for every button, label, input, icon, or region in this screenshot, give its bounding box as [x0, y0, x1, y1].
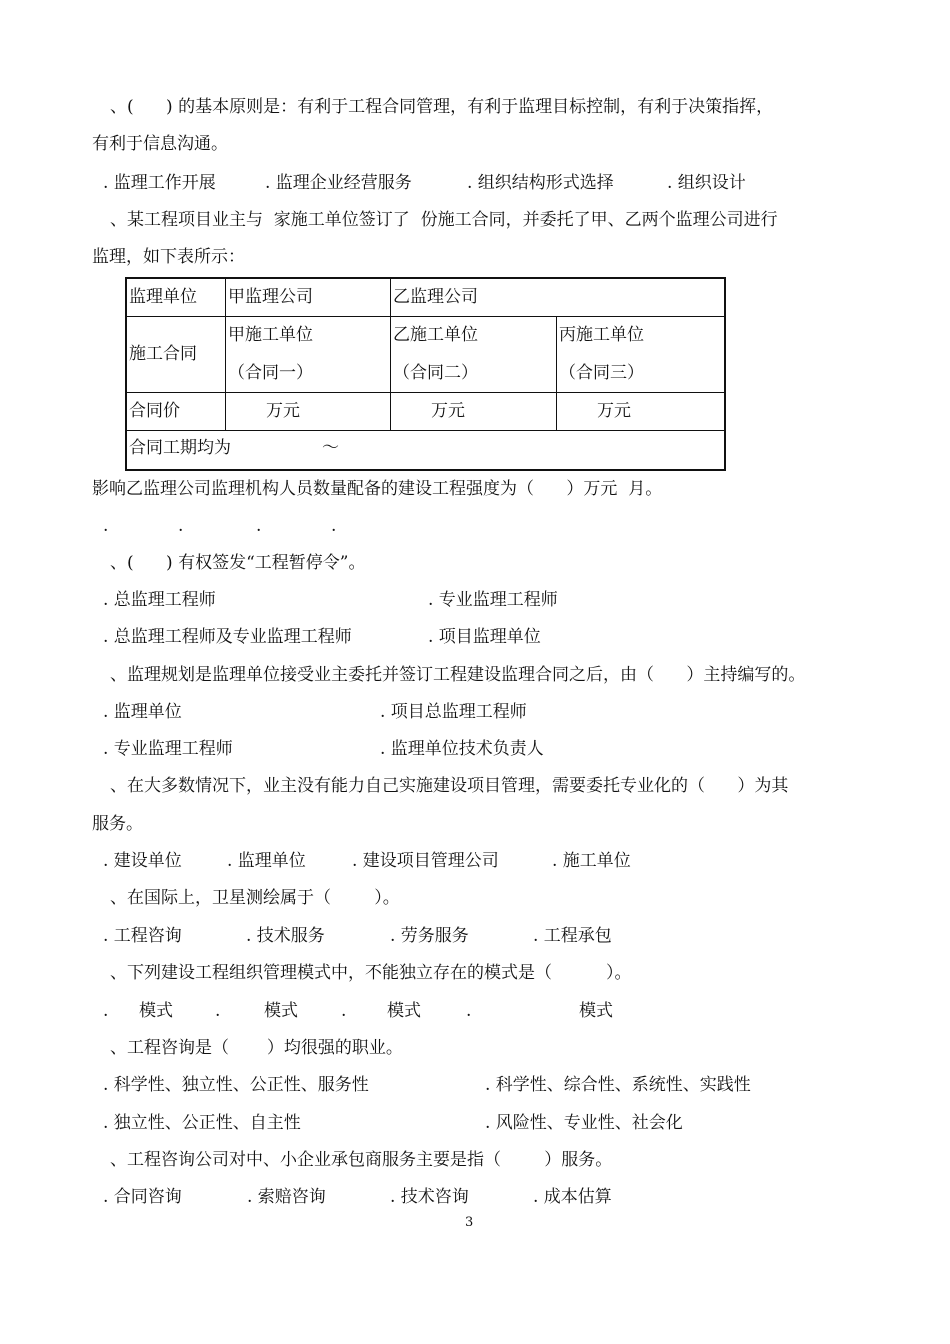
q7-option-a: 模式	[139, 1001, 173, 1021]
q1-option-d: . 组织设计	[667, 173, 746, 193]
q2-option-d: .	[331, 516, 337, 536]
q9-option-c: . 技术咨询	[390, 1187, 469, 1207]
q4-option-b: . 项目总监理工程师	[380, 702, 527, 722]
question-9-stem: 、工程咨询公司对中、小企业承包商服务主要是指（ ）服务。	[110, 1150, 613, 1170]
question-5-stem-line2: 服务。	[92, 814, 143, 834]
q1-option-b: . 监理企业经营服务	[265, 173, 412, 193]
question-1-stem-line1: 、( ) 的基本原则是：有利于工程合同管理，有利于监理目标控制，有利于决策指挥，	[110, 97, 774, 117]
question-5-stem-line1: 、在大多数情况下，业主没有能力自己实施建设项目管理，需要委托专业化的（ ）为其	[110, 776, 789, 796]
q1-option-a: . 监理工作开展	[103, 173, 216, 193]
table-cell-contractor-c: 丙施工单位	[559, 325, 644, 345]
table-label-contract: 施工合同	[129, 344, 197, 364]
table-row-divider	[127, 392, 724, 393]
table-cell-company-b: 乙监理公司	[393, 287, 478, 307]
q6-option-d: . 工程承包	[533, 926, 612, 946]
q2-option-a: .	[103, 516, 109, 536]
question-2-stem-after: 影响乙监理公司监理机构人员数量配备的建设工程强度为（ ）万元 月。	[92, 479, 663, 499]
q2-option-b: .	[178, 516, 184, 536]
q4-option-d: . 监理单位技术负责人	[380, 739, 544, 759]
question-1-stem-line2: 有利于信息沟通。	[92, 134, 228, 154]
page-number: 3	[465, 1215, 474, 1230]
table-cell-price-3: 万元	[597, 401, 631, 421]
table-cell-contract-2: （合同二）	[393, 363, 478, 383]
q6-option-a: . 工程咨询	[103, 926, 182, 946]
table-label-price: 合同价	[129, 401, 180, 421]
table-cell-contract-3: （合同三）	[559, 363, 644, 383]
q8-option-d: . 风险性、专业性、社会化	[485, 1113, 683, 1133]
q6-option-b: . 技术服务	[246, 926, 325, 946]
question-8-stem: 、工程咨询是（ ）均很强的职业。	[110, 1038, 403, 1058]
table-cell-price-2: 万元	[431, 401, 465, 421]
q7-option-c: 模式	[387, 1001, 421, 1021]
table-cell-price-1: 万元	[266, 401, 300, 421]
table-col-divider	[225, 279, 226, 430]
q1-option-c: . 组织结构形式选择	[467, 173, 614, 193]
q4-option-a: . 监理单位	[103, 702, 182, 722]
q5-option-d: . 施工单位	[552, 851, 631, 871]
q7-option-d: 模式	[579, 1001, 613, 1021]
question-3-stem: 、( ) 有权签发“工程暂停令”。	[110, 553, 366, 573]
q5-option-b: . 监理单位	[227, 851, 306, 871]
question-7-stem: 、下列建设工程组织管理模式中，不能独立存在的模式是（ ）。	[110, 963, 632, 983]
table-cell-contractor-a: 甲施工单位	[228, 325, 313, 345]
q8-option-b: . 科学性、综合性、系统性、实践性	[485, 1075, 751, 1095]
q2-option-c: .	[256, 516, 262, 536]
q7-option-b-letter: .	[215, 1001, 221, 1021]
table-row-divider	[127, 430, 724, 431]
table-col-divider	[390, 279, 391, 430]
q8-option-a: . 科学性、独立性、公正性、服务性	[103, 1075, 369, 1095]
q3-option-b: . 专业监理工程师	[428, 590, 558, 610]
q3-option-a: . 总监理工程师	[103, 590, 216, 610]
q5-option-c: . 建设项目管理公司	[352, 851, 499, 871]
q7-option-c-letter: .	[341, 1001, 347, 1021]
q3-option-c: . 总监理工程师及专业监理工程师	[103, 627, 352, 647]
table-col-divider	[556, 316, 557, 430]
q9-option-d: . 成本估算	[533, 1187, 612, 1207]
question-2-stem-line1: 、某工程项目业主与 家施工单位签订了 份施工合同，并委托了甲、乙两个监理公司进行	[110, 210, 778, 230]
q5-option-a: . 建设单位	[103, 851, 182, 871]
table-cell-duration: 合同工期均为	[129, 438, 231, 458]
q7-option-a-letter: .	[103, 1001, 109, 1021]
table-cell-contract-1: （合同一）	[228, 363, 313, 383]
table-row-divider	[127, 316, 724, 317]
table-cell-company-a: 甲监理公司	[228, 287, 313, 307]
supervision-table	[125, 277, 726, 471]
q9-option-a: . 合同咨询	[103, 1187, 182, 1207]
q3-option-d: . 项目监理单位	[428, 627, 541, 647]
question-4-stem: 、监理规划是监理单位接受业主委托并签订工程建设监理合同之后，由（ ）主持编写的。	[110, 665, 806, 685]
q9-option-b: . 索赔咨询	[247, 1187, 326, 1207]
q6-option-c: . 劳务服务	[390, 926, 469, 946]
q4-option-c: . 专业监理工程师	[103, 739, 233, 759]
q8-option-c: . 独立性、公正性、自主性	[103, 1113, 301, 1133]
q7-option-b: 模式	[264, 1001, 298, 1021]
question-2-stem-line2: 监理，如下表所示：	[92, 247, 245, 267]
question-6-stem: 、在国际上，卫星测绘属于（ ）。	[110, 888, 400, 908]
q7-option-d-letter: .	[466, 1001, 472, 1021]
table-cell-contractor-b: 乙施工单位	[393, 325, 478, 345]
table-cell-tilde: ～	[322, 438, 339, 458]
table-label-supervisor: 监理单位	[129, 287, 197, 307]
